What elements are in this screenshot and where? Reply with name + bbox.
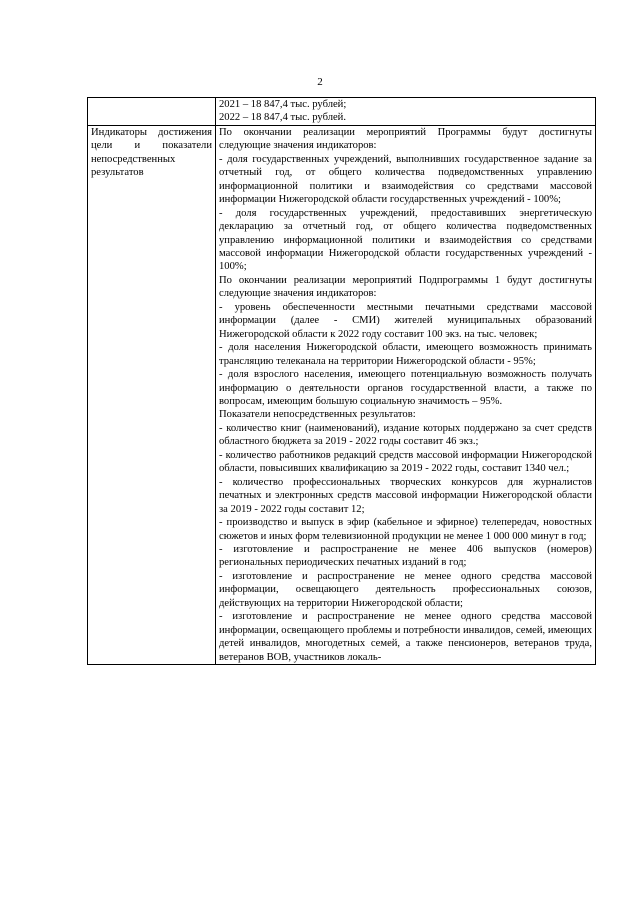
indicator-paragraph: - количество книг (наименований), издание которых поддержано за счет средств областного бюджета за 2019 - 2022 годы составит 46 экз.; (219, 422, 592, 448)
funding-line: 2022 – 18 847,4 тыс. рублей. (219, 112, 347, 124)
indicator-paragraph: Показатели непосредственных результатов: (219, 409, 416, 421)
indicator-paragraph: По окончании реализации мероприятий Подпрограммы 1 будут достигнуты следующие значения индикаторов: (219, 274, 592, 300)
table-row (88, 98, 596, 126)
table-row (88, 125, 596, 664)
indicator-paragraph: - доля взрослого населения, имеющего потенциальную возможность получать информацию о деятельности органов государственной власти, а также по вопросам, имеющим большую социальную значимость – 95%. (219, 369, 592, 407)
indicator-paragraph: По окончании реализации мероприятий Программы будут достигнуты следующие значения индикаторов: (219, 126, 592, 152)
indicators-heading: Индикаторы достижения цели и показатели непосредственных результатов (91, 126, 212, 179)
indicator-paragraph: - изготовление и распространение не менее одного средства массовой информации, освещающего проблемы и потребности инвалидов, семей, имеющих детей инвалидов, многодетных семей, а также пенсионеров, ветеранов труда, ветеранов ВОВ, участников локаль- (219, 611, 592, 663)
program-passport-table (87, 97, 596, 665)
page-number: 2 (317, 76, 323, 88)
row1-right-cell (216, 98, 596, 126)
indicator-paragraph: - изготовление и распространение не менее одного средства массовой информации, освещающего деятельность профессиональных союзов, действующих на территории Нижегородской области; (219, 570, 592, 609)
indicator-paragraph: - количество профессиональных творческих конкурсов для журналистов печатных и электронных средств массовой информации Нижегородской области за 2019 - 2022 годы составит 12; (219, 476, 592, 515)
indicator-paragraph: - доля государственных учреждений, предоставивших энергетическую декларацию за отчетный год, от общего количества подведомственных управлению информационной политики и взаимодействия со средствами массовой информации Нижегородской области государственных учреждений - 100%; (219, 207, 592, 273)
indicator-paragraph: - доля населения Нижегородской области, имеющего возможность принимать трансляцию телеканала на территории Нижегородской области - 95%; (219, 342, 592, 367)
row2-left-cell (88, 125, 216, 664)
row2-right-cell (216, 125, 596, 664)
indicator-paragraph: - уровень обеспеченности местными печатными средствами массовой информации (далее - СМИ) жителей муниципальных образований Нижегородской области к 2022 году составит 100 экз. на тыс. человек; (219, 301, 592, 340)
indicator-paragraph: - изготовление и распространение не менее 406 выпусков (номеров) региональных периодических печатных изданий в год; (219, 543, 592, 569)
row1-left-cell (88, 98, 216, 126)
indicator-paragraph: - производство и выпуск в эфир (кабельное и эфирное) телепередач, новостных сюжетов и иных форм телевизионной продукции не менее 1 000 000 минут в год; (219, 517, 592, 542)
indicator-paragraph: - доля государственных учреждений, выполнивших государственное задание за отчетный год, от общего количества подведомственных управлению информационной политики и взаимодействия со средствами массовой информации Нижегородской области государственных учреждений - 100%; (219, 153, 592, 206)
indicator-paragraph: - количество работников редакций средств массовой информации Нижегородской области, повысивших квалификацию за 2019 - 2022 годы, составит 1340 чел.; (219, 449, 592, 475)
funding-line: 2021 – 18 847,4 тыс. рублей; (219, 99, 347, 110)
